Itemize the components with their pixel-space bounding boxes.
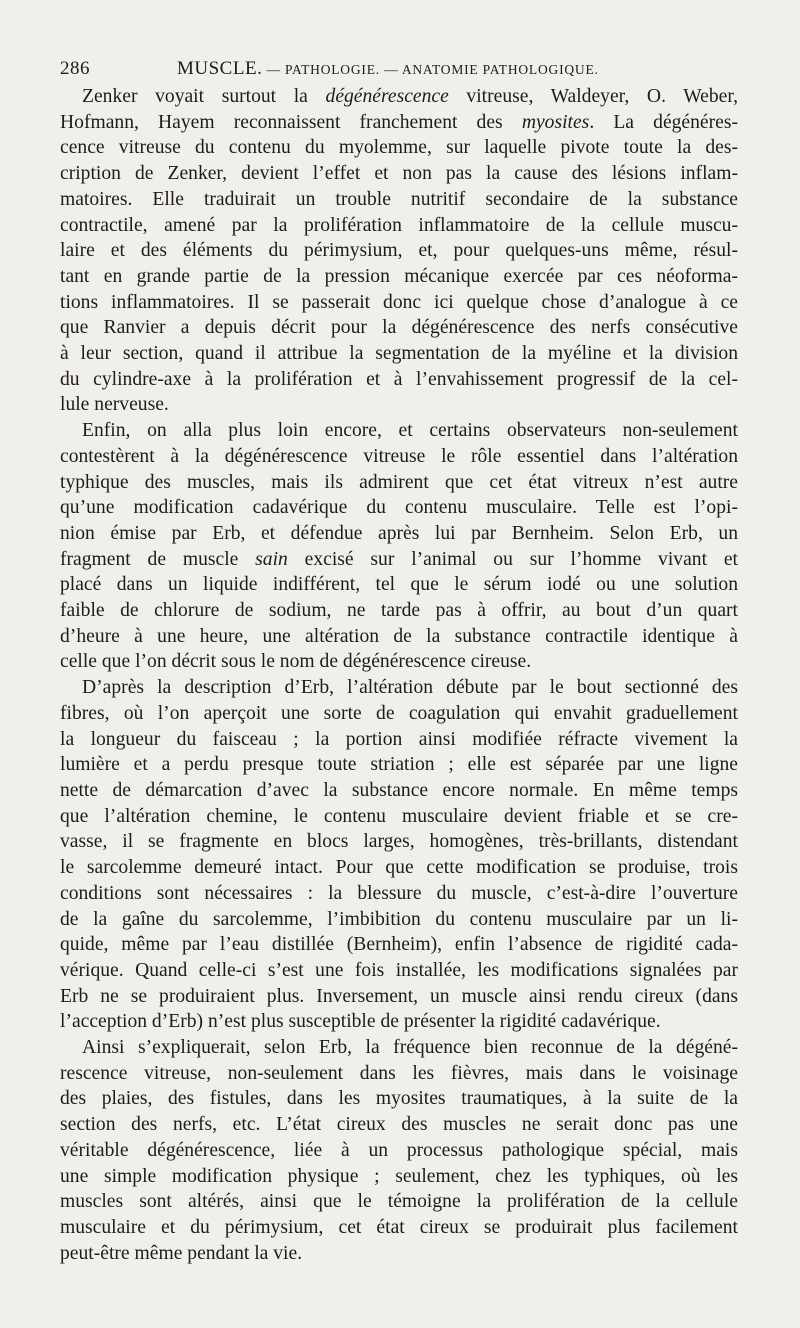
header-separator-1: — [262, 62, 285, 77]
italic-term: sain [255, 548, 288, 570]
page-number: 286 [60, 58, 90, 79]
text-line [60, 907, 738, 933]
running-header [60, 52, 738, 84]
header-section-1: PATHOLOGIE. [284, 62, 380, 77]
text-line [60, 1035, 738, 1061]
text-line [60, 1215, 738, 1241]
text-line [60, 392, 738, 418]
text-line [60, 547, 738, 573]
text-segment: lule nerveuse. [60, 394, 169, 416]
text-segment: musculaire et du périmysium, cet état cireux se produirait plus facilement [60, 1216, 738, 1238]
text-line [60, 572, 738, 598]
text-line [60, 804, 738, 830]
text-line [60, 624, 738, 650]
paragraph [60, 418, 738, 675]
text-segment: Enfin, on alla plus loin encore, et certains observateurs non-seulement [82, 420, 738, 442]
text-segment: Ainsi s’expliquerait, selon Erb, la fréquence bien reconnue de la dégéné- [82, 1037, 738, 1059]
text-segment: peut-être même pendant la vie. [60, 1242, 303, 1264]
text-line [60, 1086, 738, 1112]
text-segment: section des nerfs, etc. L’état cireux des muscles ne serait donc pas une [60, 1114, 738, 1136]
body-text [60, 84, 738, 1266]
header-section-2: ANATOMIE PATHOLOGIQUE. [401, 62, 599, 77]
text-line [60, 1061, 738, 1087]
text-line [60, 932, 738, 958]
text-segment: contestèrent à la dégénérescence vitreuse le rôle essentiel dans l’altération [60, 445, 738, 467]
text-line [60, 984, 738, 1010]
text-line [60, 470, 738, 496]
text-segment: D’après la description d’Erb, l’altération débute par le bout sectionné des [82, 677, 738, 699]
text-segment: muscles sont altérés, ainsi que le témoigne la prolifération de la cellule [60, 1191, 738, 1213]
text-segment: tant en grande partie de la pression mécanique exercée par ces néoforma- [60, 265, 738, 287]
text-line [60, 1241, 738, 1267]
text-line [60, 752, 738, 778]
text-segment: cription de Zenker, devient l’effet et non pas la cause des lésions inflam- [60, 163, 738, 185]
text-segment: conditions sont nécessaires : la blessure du muscle, c’est-à-dire l’ouverture [60, 882, 738, 904]
text-segment: quide, même par l’eau distillée (Bernheim), enfin l’absence de rigidité cada- [60, 934, 738, 956]
italic-term: dégénérescence [325, 86, 449, 107]
text-line [60, 110, 738, 136]
text-segment: celle que l’on décrit sous le nom de dégénérescence cireuse. [60, 651, 532, 673]
text-segment: des plaies, des fistules, dans les myosites traumatiques, à la suite de la [60, 1088, 738, 1110]
text-segment: Zenker voyait surtout la [82, 86, 326, 107]
text-line [60, 675, 738, 701]
text-line [60, 238, 738, 264]
italic-term: myosites [521, 111, 590, 133]
text-line [60, 598, 738, 624]
text-segment: matoires. Elle traduirait un trouble nutritif secondaire de la substance [60, 188, 738, 210]
text-line [60, 1112, 738, 1138]
book-page [60, 52, 738, 1266]
text-segment: typhique des muscles, mais ils admirent que cet état vitreux n’est autre [60, 471, 738, 493]
text-line [60, 521, 738, 547]
text-segment: à leur section, quand il attribue la segmentation de la myéline et la division [60, 343, 738, 365]
text-line [60, 649, 738, 675]
text-segment: tions inflammatoires. Il se passerait donc ici quelque chose d’analogue à ce [60, 291, 738, 313]
text-segment: la longueur du faisceau ; la portion ainsi modifiée réfracte vivement la [60, 728, 738, 750]
text-segment: placé dans un liquide indifférent, tel que le sérum iodé ou une solution [60, 574, 738, 596]
running-title [177, 58, 599, 80]
text-segment: qu’une modification cadavérique du contenu musculaire. Telle est l’opi- [60, 497, 738, 519]
text-line [60, 495, 738, 521]
text-segment: Erb ne se produiraient plus. Inversement, un muscle ainsi rendu cireux (dans [60, 985, 738, 1007]
text-segment: vitreuse, Waldeyer, O. Weber, [448, 86, 738, 107]
text-segment: nette de démarcation d’avec la substance encore normale. En même temps [60, 779, 738, 801]
text-line [60, 701, 738, 727]
paragraph [60, 1035, 738, 1266]
text-segment: faible de chlorure de sodium, ne tarde pas à offrir, au bout d’un quart [60, 600, 738, 622]
text-line [60, 135, 738, 161]
text-segment: l’acception d’Erb) n’est plus susceptible de présenter la rigidité cadavérique. [60, 1011, 661, 1033]
text-segment: véritable dégénérescence, liée à un processus pathologique spécial, mais [60, 1139, 738, 1161]
text-line [60, 958, 738, 984]
text-segment: nion émise par Erb, et défendue après lui par Bernheim. Selon Erb, un [60, 522, 738, 544]
text-segment: fragment de muscle [60, 548, 256, 570]
text-segment: cence vitreuse du contenu du myolemme, sur laquelle pivote toute la des- [60, 137, 738, 159]
text-segment: du cylindre-axe à la prolifération et à l’envahissement progressif de la cel- [60, 368, 738, 390]
header-title: MUSCLE. [177, 58, 263, 79]
header-separator-2: — [379, 62, 402, 77]
text-segment: que Ranvier a depuis décrit pour la dégénérescence des nerfs consécutive [60, 317, 738, 339]
text-segment: fibres, où l’on aperçoit une sorte de coagulation qui envahit graduellement [60, 702, 738, 724]
text-segment: vasse, il se fragmente en blocs larges, homogènes, très-brillants, distendant [60, 831, 738, 853]
text-segment: le sarcolemme demeuré intact. Pour que cette modification se produise, trois [60, 857, 738, 879]
text-line [60, 778, 738, 804]
text-line [60, 829, 738, 855]
text-line [60, 1164, 738, 1190]
text-line [60, 341, 738, 367]
text-line [60, 1138, 738, 1164]
text-line [60, 367, 738, 393]
paragraph [60, 675, 738, 1035]
text-line [60, 161, 738, 187]
text-segment: rescence vitreuse, non-seulement dans les fièvres, mais dans le voisinage [60, 1062, 738, 1084]
text-line [60, 84, 738, 110]
text-line [60, 187, 738, 213]
text-line [60, 418, 738, 444]
text-line [60, 444, 738, 470]
text-segment: d’heure à une heure, une altération de la substance contractile identique à [60, 625, 738, 647]
text-line [60, 1189, 738, 1215]
text-line [60, 727, 738, 753]
text-segment: vérique. Quand celle-ci s’est une fois installée, les modifications signalées par [60, 959, 738, 981]
text-segment: excisé sur l’animal ou sur l’homme vivant et [287, 548, 738, 570]
text-line [60, 264, 738, 290]
text-segment: contractile, amené par la prolifération inflammatoire de la cellule muscu- [60, 214, 738, 236]
text-segment: lumière et a perdu presque toute striation ; elle est séparée par une ligne [60, 754, 738, 776]
text-line [60, 290, 738, 316]
text-segment: de la gaîne du sarcolemme, l’imbibition du contenu musculaire par un li- [60, 908, 738, 930]
text-line [60, 855, 738, 881]
text-line [60, 881, 738, 907]
text-line [60, 213, 738, 239]
text-segment: Hofmann, Hayem reconnaissent franchement des [60, 111, 522, 133]
text-segment: une simple modification physique ; seulement, chez les typhiques, où les [60, 1165, 738, 1187]
text-segment: que l’altération chemine, le contenu musculaire devient friable et se cre- [60, 805, 738, 827]
text-line [60, 315, 738, 341]
text-line [60, 1009, 738, 1035]
paragraph [60, 84, 738, 418]
text-segment: . La dégénéres- [589, 111, 738, 133]
text-segment: laire et des éléments du périmysium, et, pour quelques-uns même, résul- [60, 240, 738, 262]
